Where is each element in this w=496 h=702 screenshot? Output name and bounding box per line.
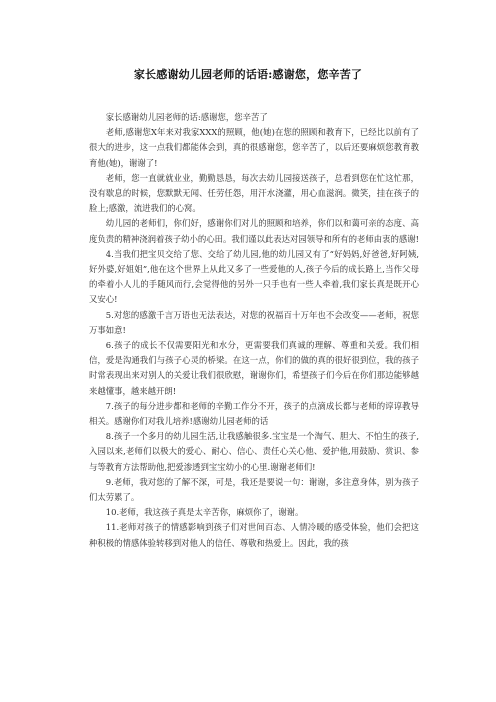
paragraph: 老师,感谢您X年来对我家XXX的照顾，他(她)在您的照顾和教育下，已经比以前有了很大的进步，这一点我们都能体会到，真的很感谢您，您辛苦了，以后还要麻烦您教育教育他(她)，谢谢了! <box>89 127 419 168</box>
paragraph: 10.老师，我这孩子真是太辛苦你，麻烦你了，谢谢。 <box>105 507 304 518</box>
paragraph: 4.当我们把宝贝交给了您、交给了幼儿园,他的幼儿园又有了“好妈妈,好爸爸,好阿姨,好外婆,好姐姐”,他在这个世界上从此又多了一些爱他的人,孩子今后的成长路上,当作父母的牵着小人儿的手随风而行,会觉得他的另外一只手也有一些人牵着,我们家长真是既开心又安心! <box>89 248 419 305</box>
paragraph: 5.对您的感激千言万语也无法表达，对您的祝福百十万年也不会改变——老师，祝您万事如意! <box>89 309 419 335</box>
paragraph: 8.孩子一个多月的幼儿园生活,让我感触很多.宝宝是一个淘气、胆大、不怕生的孩子,入园以来,老师们以极大的爱心、耐心、信心、责任心关心他、爱护他,用鼓励、赏识、参与等教育方法帮助他,把爱渗透到宝宝幼小的心里.谢谢老师们! <box>89 431 419 472</box>
paragraph: 11.老师对孩子的情感影响到孩子们对世间百态、人情冷暖的感受体验，他们会把这种积极的情感体验转移到对他人的信任、尊敬和热爱上。因此，我的孩 <box>89 522 419 548</box>
document-body <box>89 110 419 551</box>
document-title: 家长感谢幼儿园老师的话语:感谢您，您辛苦了 <box>133 68 363 81</box>
paragraph: 6.孩子的成长不仅需要阳光和水分，更需要我们真诚的理解、尊重和关爱。我们相信，爱是沟通我们与孩子心灵的桥梁。在这一点，你们的做的真的很好很到位，我的孩子时常表现出来对别人的关爱让我们很欣慰，谢谢你们，希望孩子们今后在你们那边能够越来越懂事，越来越开朗! <box>89 340 419 396</box>
paragraph: 9.老师，我对您的了解不深，可是，我还是要说一句：谢谢，多注意身体，别为孩子们太劳累了。 <box>89 476 419 503</box>
paragraph: 7.孩子的每分进步都和老师的辛勤工作分不开，孩子的点滴成长都与老师的谆谆教导相关。感谢你们对我儿培养!感谢幼儿园老师的话 <box>89 400 419 427</box>
paragraph: 老师，您一直就就业业，勤勤恳恳，每次去幼儿园接送孩子，总看到您在忙这忙那，没有歇息的时候，您默默无闻、任劳任怨，用汗水浇灌，用心血滋润。微笑，挂在孩子的脸上;感激，流进我们的心窝。 <box>89 172 419 214</box>
paragraph: 幼儿园的老师们，你们好，感谢你们对儿的照顾和培养，你们以和蔼可亲的态度、高度负责的精神浇润着孩子幼小的心田。我们谨以此表达对园领导和所有的老师由衷的感谢! <box>89 218 419 244</box>
paragraph: 家长感谢幼儿园老师的话:感谢您，您辛苦了 <box>105 112 268 122</box>
